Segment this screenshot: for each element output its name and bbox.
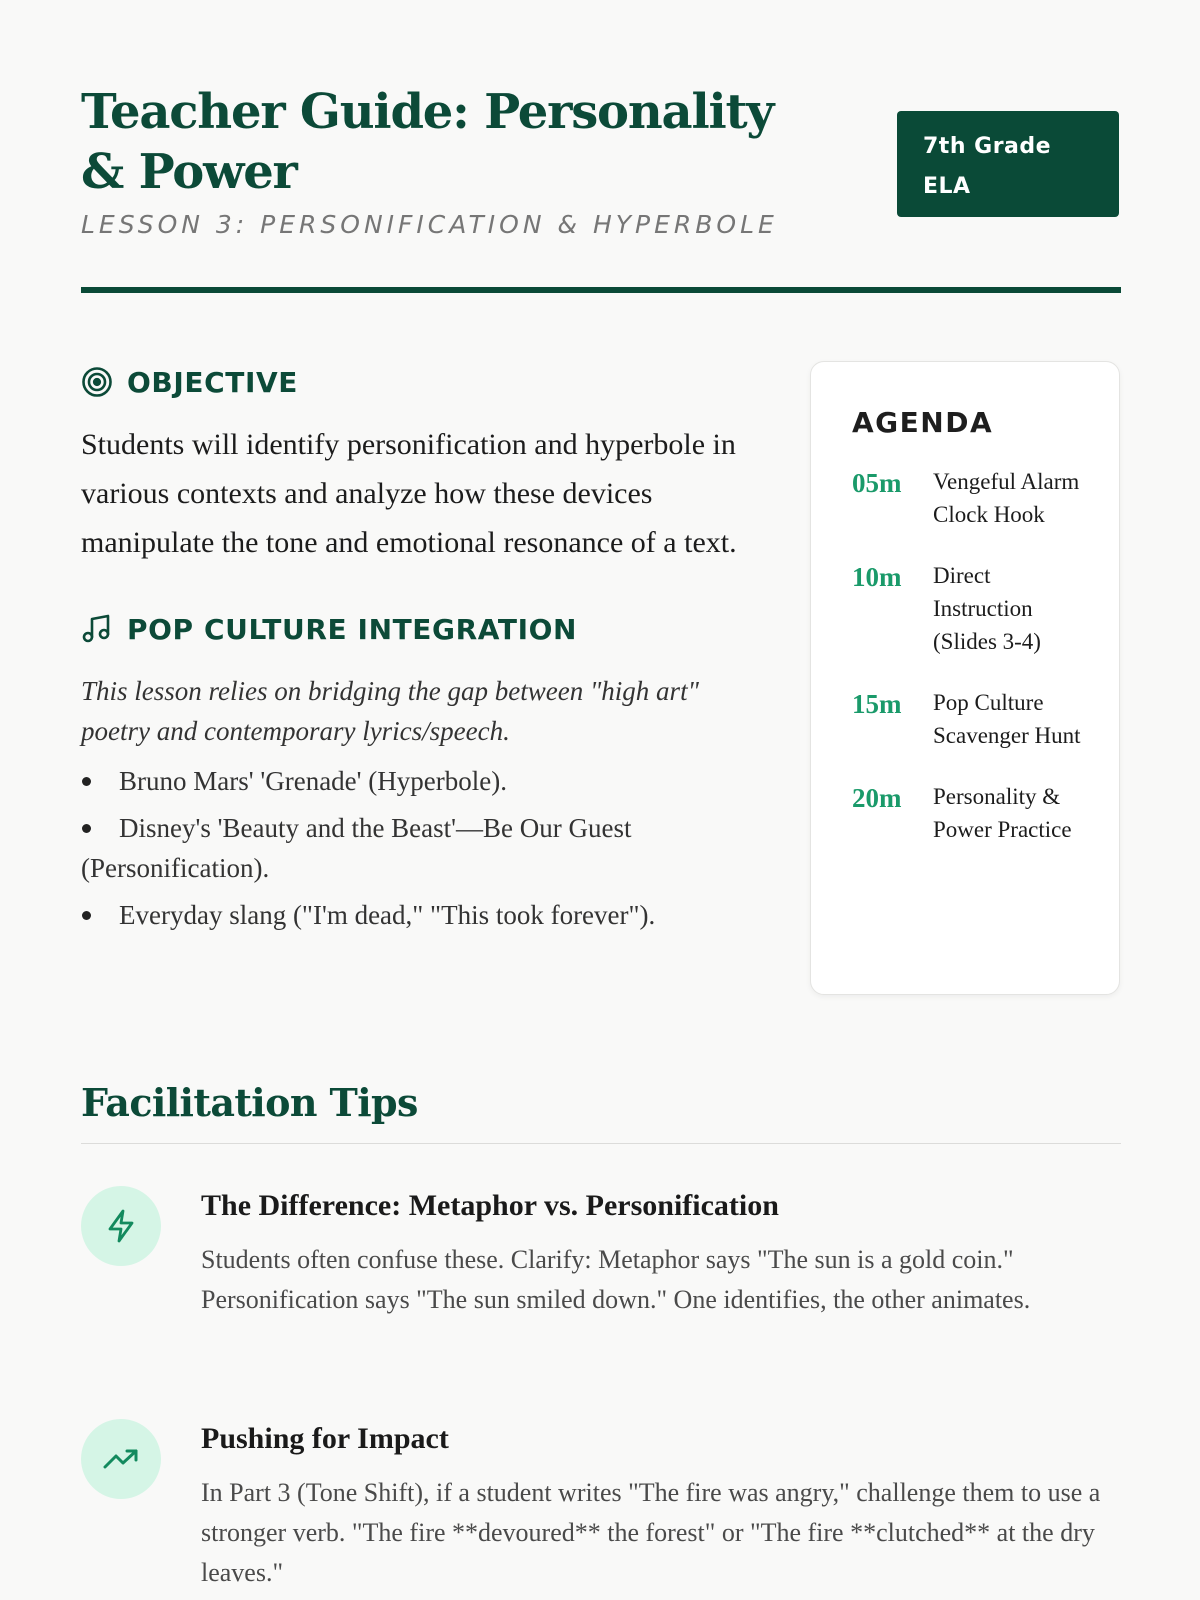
grade-badge [897, 111, 1119, 217]
grade-badge-line1: 7th Grade [923, 134, 1052, 159]
agenda-card [810, 361, 1120, 995]
agenda-label: Vengeful Alarm Clock Hook [933, 469, 1080, 527]
tip-title: The Difference: Metaphor vs. Personification [201, 1189, 779, 1222]
objective-heading-label: OBJECTIVE [127, 365, 298, 399]
lightning-bolt-icon [81, 1186, 161, 1266]
tip-body [201, 1186, 1121, 1320]
target-icon [81, 366, 113, 398]
tip-title: Pushing for Impact [201, 1422, 449, 1455]
bullet-icon [82, 777, 91, 786]
agenda-label: Personality & Power Practice [933, 784, 1072, 842]
music-note-icon [81, 613, 113, 645]
lesson-subtitle: LESSON 3: PERSONIFICATION & HYPERBOLE [81, 210, 778, 239]
tip-body [201, 1419, 1121, 1593]
tip-pushing-for-impact [81, 1419, 1121, 1593]
facilitation-tips-title: Facilitation Tips [81, 1080, 418, 1125]
objective-text: Students will identify personification and hyperbole in various contexts and analyze how these devices manipulate the tone and emotional resonance of a text. [81, 428, 737, 559]
agenda-item [852, 465, 1089, 531]
list-item [81, 895, 761, 935]
list-item-text: Everyday slang ("I'm dead," "This took forever"). [119, 900, 656, 930]
agenda-title: AGENDA [852, 406, 994, 439]
list-item-text: Bruno Mars' 'Grenade' (Hyperbole). [119, 766, 507, 796]
tips-divider [81, 1143, 1121, 1144]
grade-badge-line2: ELA [923, 174, 971, 199]
page-title: Teacher Guide: Personality & Power [81, 84, 774, 200]
objective-heading [81, 362, 761, 402]
main-content [81, 362, 761, 942]
agenda-time: 20m [852, 783, 902, 813]
agenda-label: Pop Culture Scavenger Hunt [933, 690, 1081, 748]
pop-culture-heading [81, 609, 761, 649]
agenda-time: 10m [852, 562, 902, 592]
trending-up-icon [81, 1419, 161, 1499]
bullet-icon [82, 911, 91, 920]
bullet-icon [82, 824, 91, 833]
agenda-time: 05m [852, 468, 902, 498]
agenda-label: Direct Instruction (Slides 3-4) [933, 563, 1041, 654]
agenda-item [852, 559, 1089, 658]
agenda-time: 15m [852, 689, 902, 719]
tip-text: In Part 3 (Tone Shift), if a student writes "The fire was angry," challenge them to use a stronger verb. "The fire **devoured** the forest" or "The fire **clutched** at the dry leaves." [201, 1478, 1101, 1587]
guide-header [81, 82, 1121, 239]
list-item-text: Disney's 'Beauty and the Beast'—Be Our Guest (Personification). [81, 813, 632, 883]
list-item [81, 808, 761, 888]
tip-text: Students often confuse these. Clarify: Metaphor says "The sun is a gold coin." Personification says "The sun smiled down." One identifies, the other animates. [201, 1245, 1031, 1314]
pop-culture-list [81, 761, 761, 935]
agenda-item [852, 780, 1089, 846]
pop-culture-intro: This lesson relies on bridging the gap between "high art" poetry and contemporary lyrics/speech. [81, 676, 699, 746]
tip-metaphor-vs-personification [81, 1186, 1121, 1320]
pop-culture-heading-label: POP CULTURE INTEGRATION [127, 612, 578, 646]
header-divider [81, 287, 1121, 293]
agenda-item [852, 686, 1089, 752]
list-item [81, 761, 761, 801]
